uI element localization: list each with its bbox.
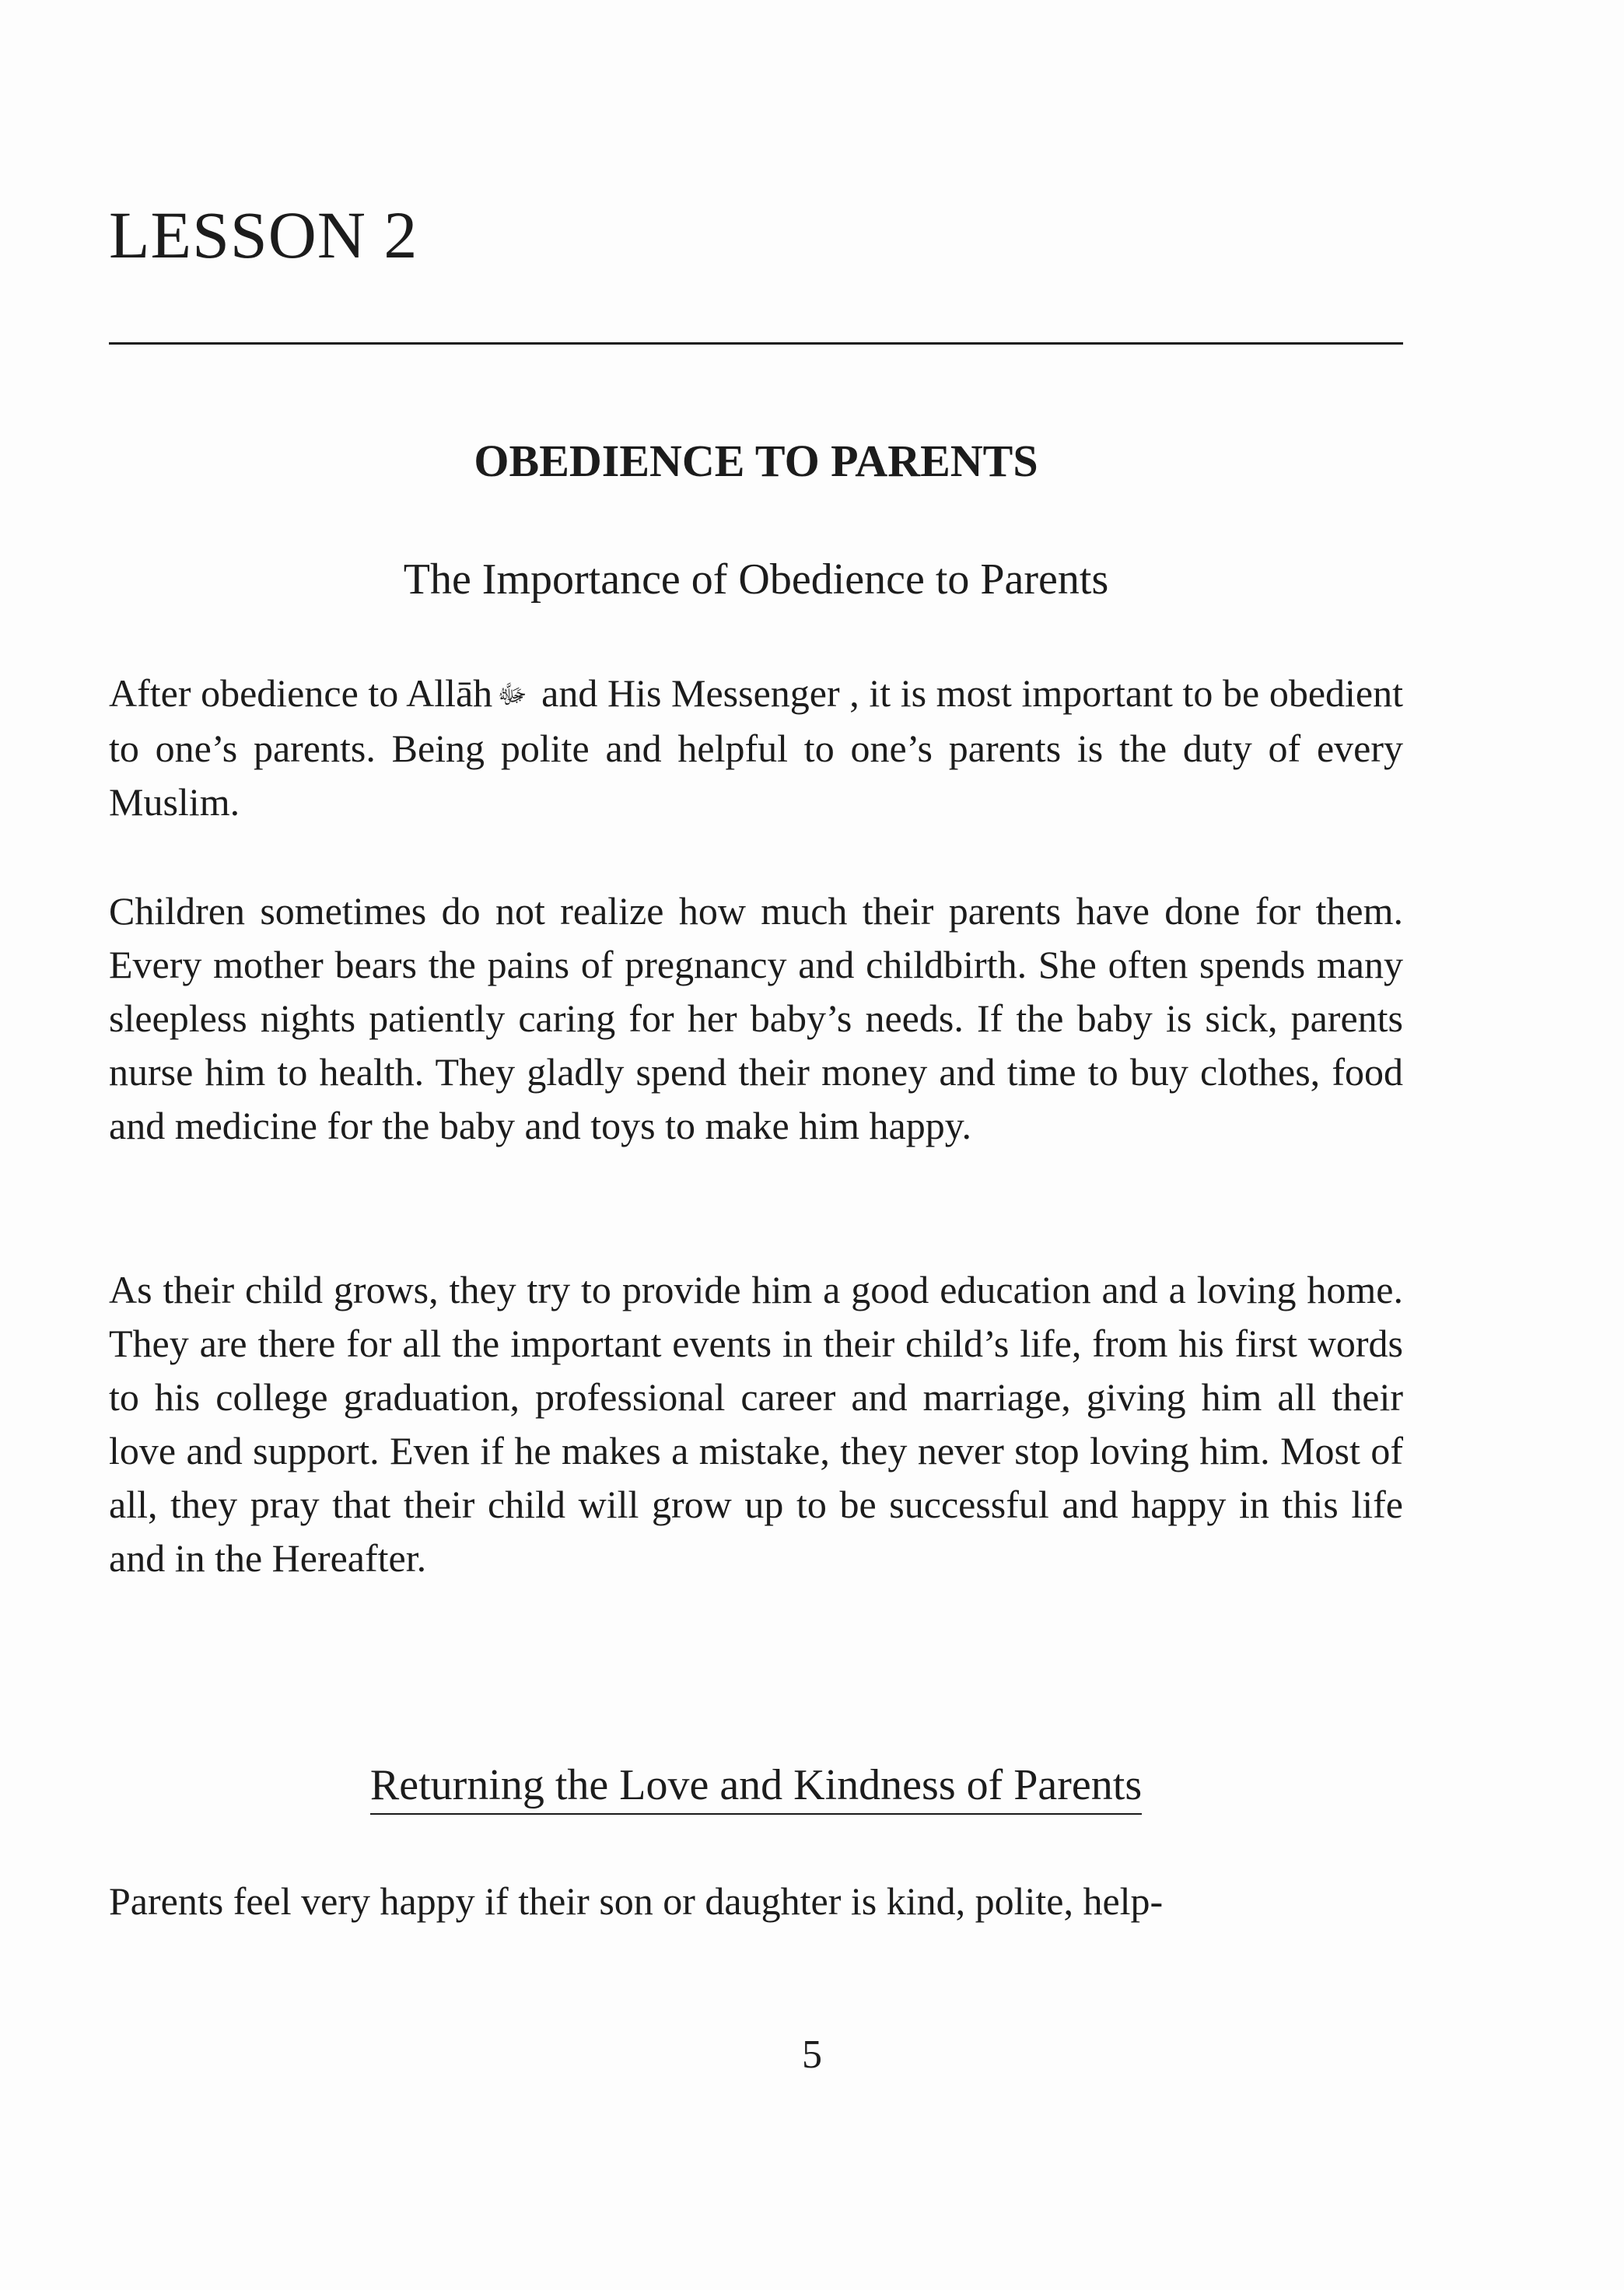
heading-rule bbox=[109, 342, 1403, 345]
allah-name: Allāh bbox=[406, 671, 493, 715]
chapter-title: OBEDIENCE TO PARENTS bbox=[474, 436, 1038, 486]
paragraph-returning-love: Parents feel very happy if their son or daughter is kind, polite, help- bbox=[109, 1879, 1164, 1923]
section-heading-importance-text: The Importance of Obedience to Parents bbox=[403, 555, 1109, 604]
paragraph-intro-part-1: After obedience to bbox=[109, 671, 407, 715]
paragraph-parents-sacrifice: Children sometimes do not realize how much their parents have done for them. Every mother bears the pains of pregnancy and childbirth. She often spends many sleepless nights patiently caring for her baby’s needs. If the baby is sick, parents nurse him to health. They gladly spend their money and time to buy clothes, food and medicine for the baby and toys to make him happy. bbox=[109, 889, 1403, 1147]
section-heading-returning-love bbox=[109, 1760, 1403, 1815]
section-heading-returning-love-text: Returning the Love and Kindness of Parents bbox=[370, 1760, 1142, 1815]
paragraph-obedience-intro bbox=[109, 667, 1403, 829]
lesson-heading: LESSON 2 bbox=[109, 198, 418, 272]
section-heading-importance bbox=[109, 554, 1403, 606]
paragraph-child-grows: As their child grows, they try to provide him a good education and a loving home. They are there for all the important events in their child’s life, from his first words to his college graduation, professional career and marriage, giving him all their love and support. Even if he makes a mistake, they never stop loving him. Most of all, they pray that their child will grow up to be successful and happy in this life and in the Hereafter. bbox=[109, 1268, 1403, 1580]
page-number: 5 bbox=[802, 2033, 822, 2077]
paragraph-intro-part-2: and His Messenger , it is most important to be obedient to one’s parents. Being polite and helpful to one’s parents is the duty of every Muslim. bbox=[109, 671, 1403, 824]
honorific-glyph-allah: ﷻ bbox=[497, 681, 527, 709]
